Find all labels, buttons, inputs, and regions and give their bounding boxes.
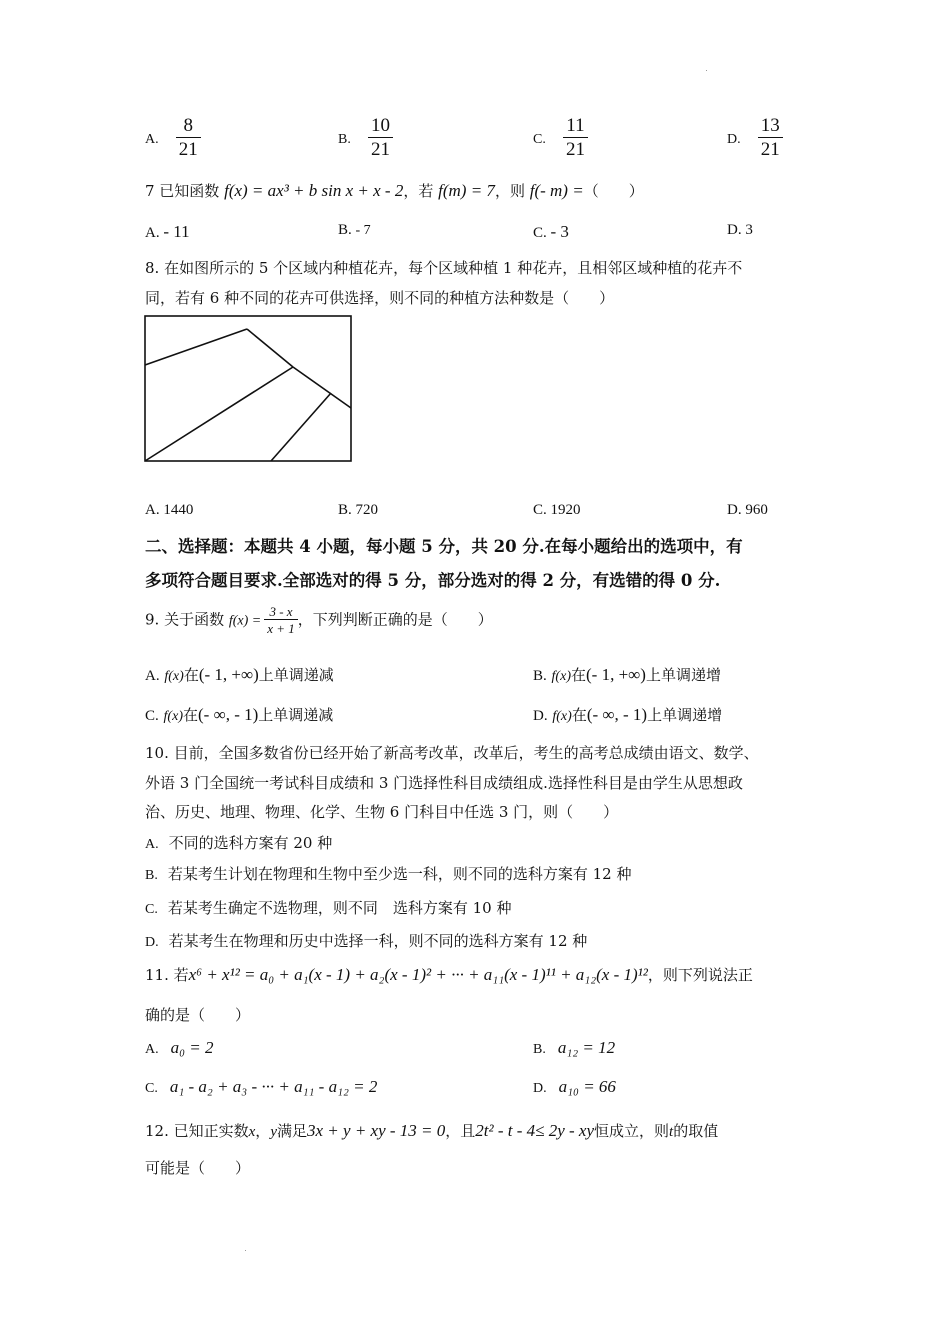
q6-option-a[interactable]: A. $\frac{8}{21}$ <box>145 115 201 162</box>
q7-option-d[interactable]: D. 3 <box>727 222 753 238</box>
q8-stem-line2: 同，若有 6 种不同的花卉可供选择，则不同的种植方法种数是（ ） <box>145 289 615 307</box>
q8-region-figure <box>144 315 353 463</box>
q9-option-a[interactable]: A. f(x)在(- 1, +∞)上单调递减 <box>145 665 334 684</box>
q6-option-d[interactable]: D. $\frac{13}{21}$ <box>727 115 783 162</box>
q8-option-a[interactable]: A. 1440 <box>145 502 194 518</box>
q6-option-b[interactable]: B. $\frac{10}{21}$ <box>338 115 393 162</box>
section2-heading-line1: 二、选择题：本题共 4 小题，每小题 5 分，共 20 分.在每小题给出的选项中，有 <box>145 537 743 556</box>
q10-stem-line1: 10. 目前，全国多数省份已经开始了新高考改革，改革后，考生的高考总成绩由语文、数学、 <box>145 744 759 762</box>
option-label: C. <box>533 132 546 147</box>
q7-stem: 7 已知函数 f(x) = ax³ + b sin x + x - 2，若 f(m) = 7，则 f(- m) =（ ） <box>145 181 644 200</box>
q10-option-b[interactable]: B. 若某考生计划在物理和生物中至少选一科，则不同的选科方案有 12 种 <box>145 865 632 883</box>
q6-option-c[interactable]: C. $\frac{11}{21}$ <box>533 115 588 162</box>
q11-stem-line2: 确的是（ ） <box>145 1006 251 1024</box>
q12-stem-line2: 可能是（ ） <box>145 1159 251 1177</box>
q8-stem-line1: 8. 在如图所示的 5 个区域内种植花卉，每个区域种植 1 种花卉，且相邻区域种植的花卉不 <box>145 259 743 277</box>
q9-option-b[interactable]: B. f(x)在(- 1, +∞)上单调递增 <box>533 665 721 684</box>
q7-option-b[interactable]: B. - 7 <box>338 222 371 238</box>
q8-option-c[interactable]: C. 1920 <box>533 502 581 518</box>
scan-dot <box>245 1250 246 1251</box>
q11-option-c[interactable]: C. a₁ - a₂ + a₃ - ··· + a₁₁ - a₁₂ = 2 <box>145 1077 378 1096</box>
option-label: A. <box>145 132 159 147</box>
section2-heading-line2: 多项符合题目要求.全部选对的得 5 分，部分选对的得 2 分，有选错的得 0 分. <box>145 571 721 590</box>
q10-option-d[interactable]: D. 若某考生在物理和历史中选择一科，则不同的选科方案有 12 种 <box>145 932 588 950</box>
q9-option-d[interactable]: D. f(x)在(- ∞, - 1)上单调递增 <box>533 705 723 724</box>
q7-option-a[interactable]: A. - 11 <box>145 222 190 241</box>
q11-option-d[interactable]: D. a₁₀ = 66 <box>533 1077 616 1096</box>
q11-stem: 11. 若x⁶ + x¹² = a₀ + a₁(x - 1) + a₂(x - 1)² + ··· + a₁₁(x - 1)¹¹ + a₁₂(x - 1)¹²，则下列说法正 <box>145 965 753 984</box>
q11-option-a[interactable]: A. a₀ = 2 <box>145 1038 214 1057</box>
option-label: B. <box>338 132 351 147</box>
q7-option-c[interactable]: C. - 3 <box>533 222 569 241</box>
q8-option-d[interactable]: D. 960 <box>727 502 768 518</box>
q10-option-c[interactable]: C. 若某考生确定不选物理，则不同 选科方案有 10 种 <box>145 899 512 917</box>
q9-stem: 9. 关于函数 f(x) = $\frac{3 - x}{x + 1}$ ，下列判断正确的是（ ） <box>145 604 493 636</box>
option-label: D. <box>727 132 741 147</box>
q11-option-b[interactable]: B. a₁₂ = 12 <box>533 1038 616 1057</box>
scan-dot <box>706 70 707 71</box>
q12-stem: 12. 已知正实数x，y满足3x + y + xy - 13 = 0，且2t² - t - 4≤ 2y - xy恒成立，则t的取值 <box>145 1121 719 1140</box>
q10-stem-line2: 外语 3 门全国统一考试科目成绩和 3 门选择性科目成绩组成.选择性科目是由学生从思想政 <box>145 774 743 792</box>
q10-stem-line3: 治、历史、地理、物理、化学、生物 6 门科目中任选 3 门，则（ ） <box>145 803 619 821</box>
q10-option-a[interactable]: A. 不同的选科方案有 20 种 <box>145 834 333 852</box>
q9-option-c[interactable]: C. f(x)在(- ∞, - 1)上单调递减 <box>145 705 334 724</box>
q8-option-b[interactable]: B. 720 <box>338 502 379 518</box>
